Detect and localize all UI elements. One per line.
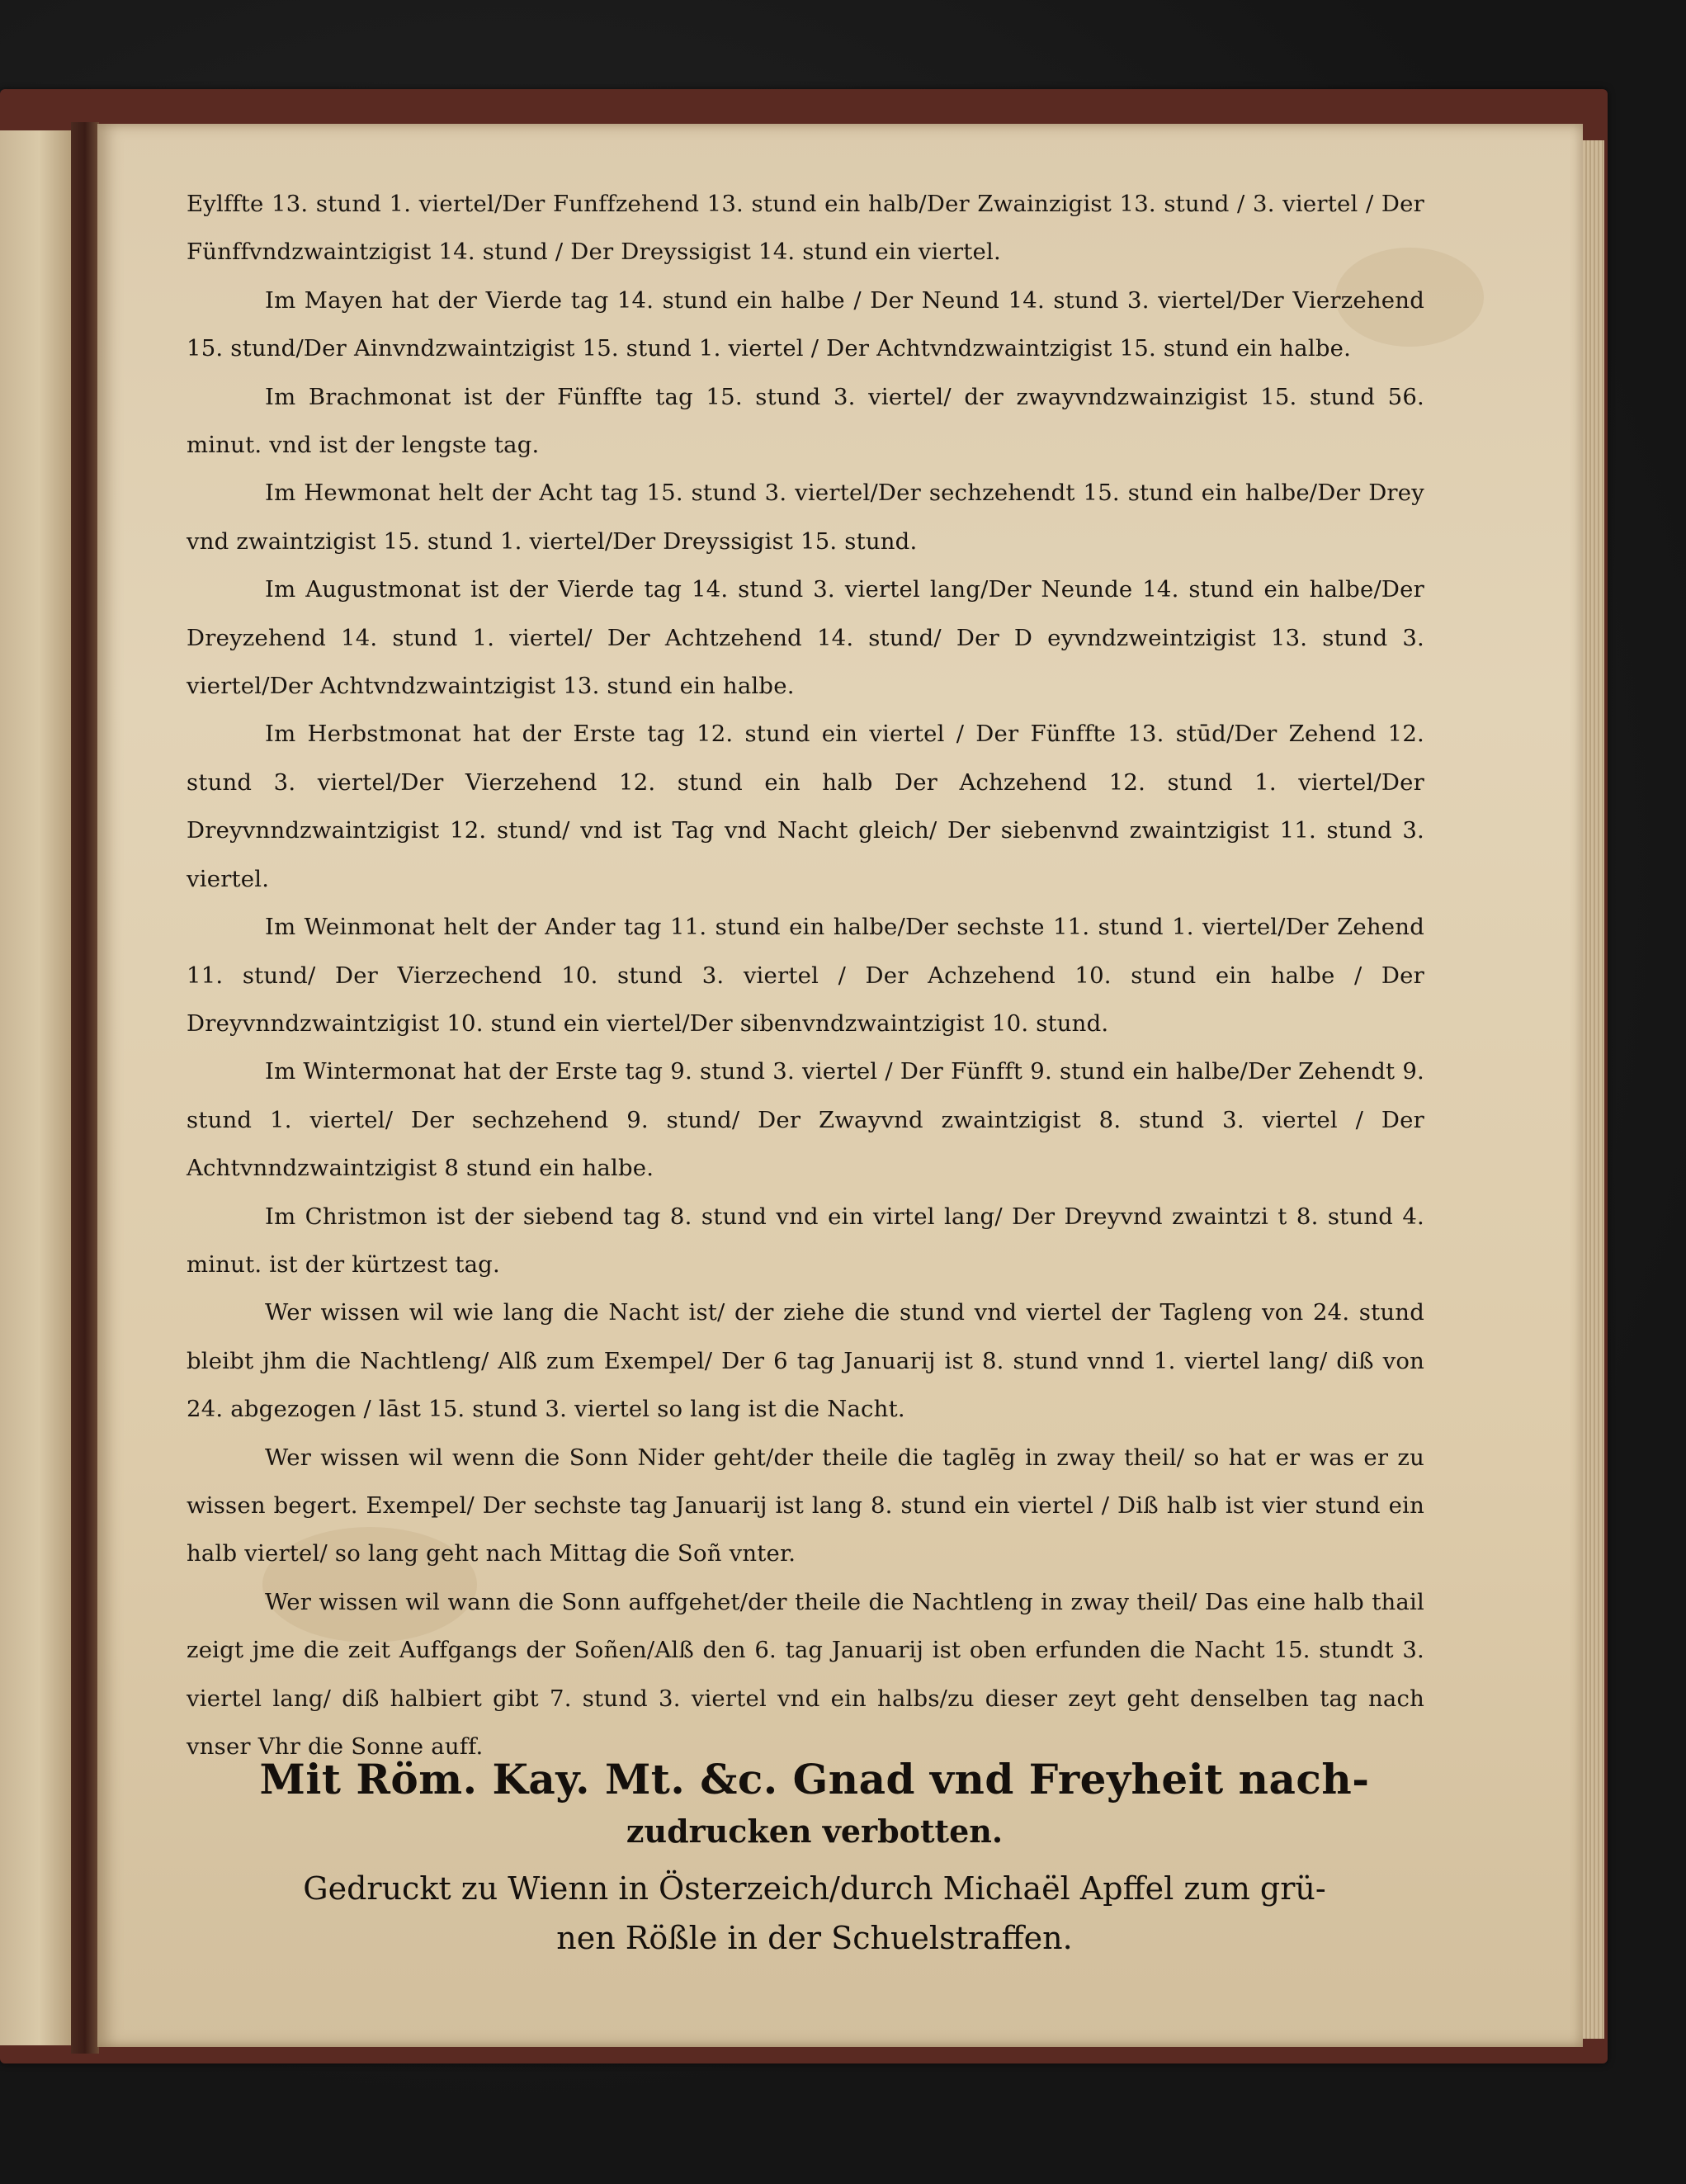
paragraph: Wer wissen wil wann die Sonn auffgehet/der theile die Nachtleng in zway theil/ Das eine halb thail zeigt jme die zeit Auffgangs der Soñen/Alß den 6. tag Januarij ist oben erfunden die Nacht 15. stundt 3. viertel lang/ diß halbiert gibt 7. stund 3. viertel vnd ein halbs/zu dieser zeyt geht denselben tag nach vnser Vhr die Sonne auff. <box>187 1588 1424 1760</box>
book-gutter <box>71 122 99 2054</box>
body-text <box>187 180 1424 1770</box>
left-page-edge <box>0 130 71 2045</box>
paragraph: Im Hewmonat helt der Acht tag 15. stund 3. viertel/Der sechzehendt 15. stund ein halbe/Der Drey vnd zwaintzigist 15. stund 1. viertel/Der Dreyssigist 15. stund. <box>187 480 1424 555</box>
privilege-line-2: zudrucken verbotten. <box>626 1813 1004 1850</box>
paragraph: Im Christmon ist der siebend tag 8. stund vnd ein virtel lang/ Der Dreyvnd zwaintzi t 8. stund 4. minut. ist der kürtzest tag. <box>187 1203 1424 1278</box>
imprint-line-2: nen Rößle in der Schuelstraffen. <box>556 1920 1073 1956</box>
paragraph: Im Herbstmonat hat der Erste tag 12. stund ein viertel / Der Fünffte 13. stūd/Der Zehend 12. stund 3. viertel/Der Vierzehend 12. stund ein halb Der Achzehend 12. stund 1. viertel/Der Dreyvnndzwaintzigist 12. stund/ vnd ist Tag vnd Nacht gleich/ Der siebenvnd zwaintzigist 11. stund 3. viertel. <box>187 721 1424 892</box>
colophon <box>216 1751 1413 1963</box>
paragraph: Im Brachmonat ist der Fünffte tag 15. stund 3. viertel/ der zwayvndzwainzigist 15. stund 56. minut. vnd ist der lengste tag. <box>187 383 1424 459</box>
paragraph: Wer wissen wil wenn die Sonn Nider geht/der theile die taglēg in zway theil/ so hat er was er zu wissen begert. Exempel/ Der sechste tag Januarij ist lang 8. stund ein viertel / Diß halb ist vier stund ein halb viertel/ so lang geht nach Mittag die Soñ vnter. <box>187 1444 1424 1567</box>
paragraph: Im Augustmonat ist der Vierde tag 14. stund 3. viertel lang/Der Neunde 14. stund ein halbe/Der Dreyzehend 14. stund 1. viertel/ Der Achtzehend 14. stund/ Der D eyvndzweintzigist 13. stund 3. viertel/Der Achtvndzwaintzigist 13. stund ein halbe. <box>187 576 1424 700</box>
paragraph: Im Wintermonat hat der Erste tag 9. stund 3. viertel / Der Fünfft 9. stund ein halbe/Der Zehendt 9. stund 1. viertel/ Der sechzehend 9. stund/ Der Zwayvnd zwaintzigist 8. stund 3. viertel / Der Achtvnndzwaintzigist 8 stund ein halbe. <box>187 1058 1424 1182</box>
paragraph: Im Weinmonat helt der Ander tag 11. stund ein halbe/Der sechste 11. stund 1. viertel/Der Zehend 11. stund/ Der Vierzechend 10. stund 3. viertel / Der Achzehend 10. stund ein halbe / Der Dreyvnndzwaintzigist 10. stund ein viertel/Der sibenvndzwaintzigist 10. stund. <box>187 914 1424 1037</box>
imprint-line-1: Gedruckt zu Wienn in Österzeich/durch Michaël Apffel zum grü- <box>303 1870 1326 1907</box>
paragraph: Im Mayen hat der Vierde tag 14. stund ein halbe / Der Neund 14. stund 3. viertel/Der Vierzehend 15. stund/Der Ainvndzwaintzigist 15. stund 1. viertel / Der Achtvndzwaintzigist 15. stund ein halbe. <box>187 286 1424 362</box>
paragraph: Wer wissen wil wie lang die Nacht ist/ der ziehe die stund vnd viertel der Tagleng von 24. stund bleibt jhm die Nachtleng/ Alß zum Exempel/ Der 6 tag Januarij ist 8. stund vnnd 1. viertel lang/ diß von 24. abgezogen / lāst 15. stund 3. viertel so lang ist die Nacht. <box>187 1299 1424 1423</box>
page-stack-edge <box>1583 140 1604 2039</box>
paragraph: Eylffte 13. stund 1. viertel/Der Funffzehend 13. stund ein halb/Der Zwainzigist 13. stund / 3. viertel / Der Fünffvndzwaintzigist 14. stund / Der Dreyssigist 14. stund ein viertel. <box>187 191 1424 266</box>
privilege-line-1: Mit Röm. Kay. Mt. &c. Gnad vnd Freyheit nach- <box>259 1755 1370 1803</box>
